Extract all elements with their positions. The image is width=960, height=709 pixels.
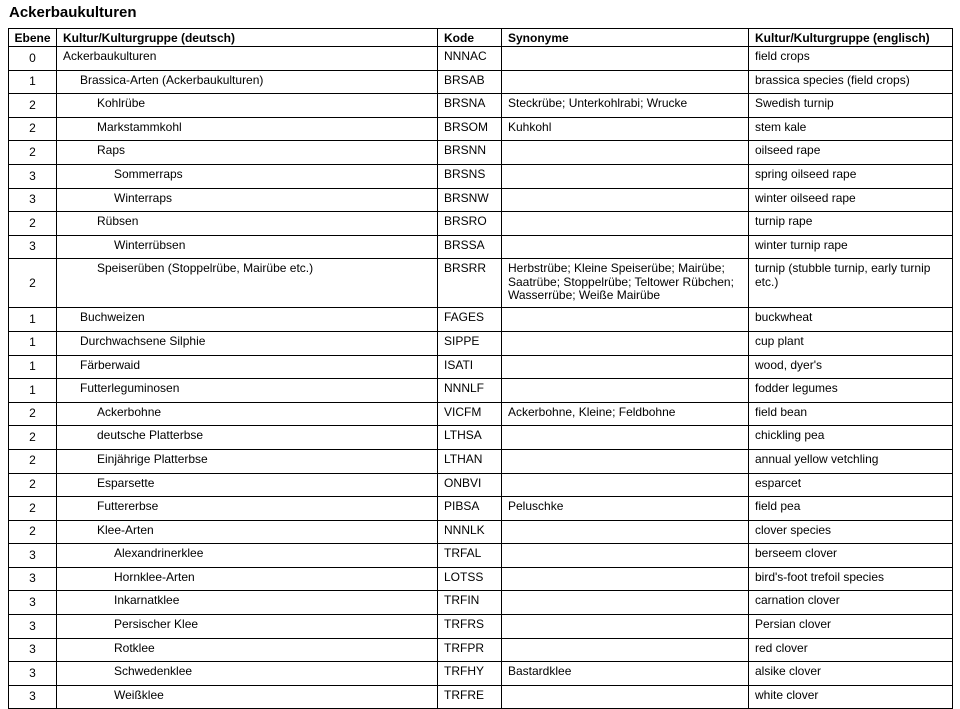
cell-code: TRFPR [438, 638, 502, 662]
cell-name-en: spring oilseed rape [749, 164, 953, 188]
table-row [9, 402, 953, 426]
cell-level: 2 [9, 212, 57, 236]
cell-level: 3 [9, 235, 57, 259]
cell-name-de: Inkarnatklee [57, 591, 438, 615]
cell-synonyms [502, 426, 749, 450]
cell-code: BRSRO [438, 212, 502, 236]
table-row [9, 520, 953, 544]
cell-name-de: Futtererbse [57, 497, 438, 521]
cell-code: BRSNS [438, 164, 502, 188]
cell-code: BRSRR [438, 259, 502, 308]
cell-name-de: Rübsen [57, 212, 438, 236]
cell-name-de: Winterraps [57, 188, 438, 212]
table-row [9, 212, 953, 236]
cell-level: 3 [9, 544, 57, 568]
cell-name-en: field bean [749, 402, 953, 426]
cell-level: 3 [9, 615, 57, 639]
cell-code: VICFM [438, 402, 502, 426]
cell-code: BRSNA [438, 94, 502, 118]
cell-name-en: stem kale [749, 117, 953, 141]
cell-name-en: oilseed rape [749, 141, 953, 165]
cell-level: 2 [9, 259, 57, 308]
cell-level: 2 [9, 141, 57, 165]
cell-code: LTHAN [438, 449, 502, 473]
cell-synonyms: Bastardklee [502, 662, 749, 686]
cell-code: ISATI [438, 355, 502, 379]
table-row [9, 141, 953, 165]
cell-name-de: Ackerbaukulturen [57, 47, 438, 71]
cell-level: 2 [9, 520, 57, 544]
cell-level: 1 [9, 355, 57, 379]
cell-level: 3 [9, 164, 57, 188]
cell-synonyms: Steckrübe; Unterkohlrabi; Wrucke [502, 94, 749, 118]
cell-code: TRFHY [438, 662, 502, 686]
cell-synonyms [502, 567, 749, 591]
cell-synonyms [502, 164, 749, 188]
cell-synonyms [502, 685, 749, 709]
cell-name-de: Weißklee [57, 685, 438, 709]
cell-name-en: chickling pea [749, 426, 953, 450]
cell-name-de: Färberwaid [57, 355, 438, 379]
table-row [9, 94, 953, 118]
cell-name-en: esparcet [749, 473, 953, 497]
cell-code: TRFRE [438, 685, 502, 709]
header-synonyms: Synonyme [502, 29, 749, 47]
table-row [9, 355, 953, 379]
cell-synonyms [502, 212, 749, 236]
cell-name-en: winter turnip rape [749, 235, 953, 259]
cell-name-en: fodder legumes [749, 379, 953, 403]
cell-name-en: field crops [749, 47, 953, 71]
cell-name-de: Sommerraps [57, 164, 438, 188]
cell-code: NNNLF [438, 379, 502, 403]
cell-code: LOTSS [438, 567, 502, 591]
table-row [9, 567, 953, 591]
header-name-de: Kultur/Kulturgruppe (deutsch) [57, 29, 438, 47]
cell-synonyms [502, 449, 749, 473]
cell-name-en: wood, dyer's [749, 355, 953, 379]
table-row [9, 591, 953, 615]
cell-synonyms [502, 520, 749, 544]
cell-synonyms [502, 188, 749, 212]
cell-level: 3 [9, 685, 57, 709]
cell-name-de: Alexandrinerklee [57, 544, 438, 568]
cell-name-en: field pea [749, 497, 953, 521]
table-row [9, 259, 953, 308]
cell-name-de: Einjährige Platterbse [57, 449, 438, 473]
cell-level: 1 [9, 70, 57, 94]
cell-name-en: red clover [749, 638, 953, 662]
cell-code: SIPPE [438, 331, 502, 355]
table-row [9, 449, 953, 473]
cell-code: NNNLK [438, 520, 502, 544]
table-body [9, 47, 953, 709]
table-row [9, 331, 953, 355]
cell-name-en: brassica species (field crops) [749, 70, 953, 94]
cell-code: BRSNN [438, 141, 502, 165]
cell-name-de: Kohlrübe [57, 94, 438, 118]
table-row [9, 662, 953, 686]
cell-name-de: Klee-Arten [57, 520, 438, 544]
cell-synonyms [502, 379, 749, 403]
cell-name-de: Schwedenklee [57, 662, 438, 686]
cell-level: 1 [9, 379, 57, 403]
table-row [9, 473, 953, 497]
cell-code: LTHSA [438, 426, 502, 450]
header-level: Ebene [9, 29, 57, 47]
cell-name-en: Persian clover [749, 615, 953, 639]
header-name-en: Kultur/Kulturgruppe (englisch) [749, 29, 953, 47]
cell-synonyms [502, 308, 749, 332]
table-row [9, 638, 953, 662]
cell-synonyms [502, 591, 749, 615]
cell-name-de: Raps [57, 141, 438, 165]
cell-name-en: cup plant [749, 331, 953, 355]
table-row [9, 308, 953, 332]
cell-level: 3 [9, 567, 57, 591]
cell-name-de: Durchwachsene Silphie [57, 331, 438, 355]
cell-name-en: annual yellow vetchling [749, 449, 953, 473]
cell-name-en: turnip rape [749, 212, 953, 236]
cell-level: 2 [9, 473, 57, 497]
table-header-row [9, 29, 953, 47]
cell-synonyms [502, 141, 749, 165]
cell-name-en: clover species [749, 520, 953, 544]
cell-name-de: Hornklee-Arten [57, 567, 438, 591]
cell-name-en: winter oilseed rape [749, 188, 953, 212]
cell-name-de: Futterleguminosen [57, 379, 438, 403]
table-row [9, 497, 953, 521]
cell-level: 3 [9, 638, 57, 662]
cell-name-de: Ackerbohne [57, 402, 438, 426]
cell-name-de: Rotklee [57, 638, 438, 662]
page-title: Ackerbaukulturen [9, 4, 137, 21]
cell-synonyms: Herbstrübe; Kleine Speiserübe; Mairübe; Saatrübe; Stoppelrübe; Teltower Rübchen; Wasserrübe; Weiße Mairübe [502, 259, 749, 308]
cell-level: 2 [9, 426, 57, 450]
cell-name-en: bird's-foot trefoil species [749, 567, 953, 591]
cell-name-de: Markstammkohl [57, 117, 438, 141]
cell-name-en: turnip (stubble turnip, early turnip etc.) [749, 259, 953, 308]
cell-synonyms [502, 544, 749, 568]
cell-name-de: deutsche Platterbse [57, 426, 438, 450]
cell-name-de: Speiserüben (Stoppelrübe, Mairübe etc.) [57, 259, 438, 308]
cell-synonyms: Kuhkohl [502, 117, 749, 141]
table-row [9, 379, 953, 403]
crop-table [8, 28, 953, 709]
table-row [9, 188, 953, 212]
cell-level: 2 [9, 497, 57, 521]
cell-name-en: white clover [749, 685, 953, 709]
table-row [9, 117, 953, 141]
cell-code: ONBVI [438, 473, 502, 497]
table-row [9, 70, 953, 94]
cell-synonyms [502, 473, 749, 497]
cell-level: 2 [9, 94, 57, 118]
table-row [9, 235, 953, 259]
cell-synonyms [502, 70, 749, 94]
table-row [9, 47, 953, 71]
cell-code: TRFAL [438, 544, 502, 568]
cell-code: BRSSA [438, 235, 502, 259]
cell-level: 2 [9, 402, 57, 426]
cell-name-en: Swedish turnip [749, 94, 953, 118]
cell-name-de: Winterrübsen [57, 235, 438, 259]
cell-synonyms [502, 615, 749, 639]
cell-level: 2 [9, 117, 57, 141]
header-code: Kode [438, 29, 502, 47]
cell-name-de: Persischer Klee [57, 615, 438, 639]
cell-level: 1 [9, 308, 57, 332]
cell-synonyms [502, 235, 749, 259]
cell-code: NNNAC [438, 47, 502, 71]
cell-name-en: alsike clover [749, 662, 953, 686]
cell-name-de: Brassica-Arten (Ackerbaukulturen) [57, 70, 438, 94]
cell-name-de: Buchweizen [57, 308, 438, 332]
cell-name-en: carnation clover [749, 591, 953, 615]
cell-level: 2 [9, 449, 57, 473]
cell-synonyms [502, 638, 749, 662]
cell-code: BRSOM [438, 117, 502, 141]
cell-code: TRFRS [438, 615, 502, 639]
cell-synonyms [502, 355, 749, 379]
cell-level: 3 [9, 188, 57, 212]
cell-synonyms: Ackerbohne, Kleine; Feldbohne [502, 402, 749, 426]
cell-synonyms: Peluschke [502, 497, 749, 521]
cell-code: TRFIN [438, 591, 502, 615]
cell-level: 3 [9, 662, 57, 686]
table-row [9, 544, 953, 568]
table-row [9, 615, 953, 639]
table-row [9, 685, 953, 709]
table-row [9, 426, 953, 450]
cell-code: BRSNW [438, 188, 502, 212]
cell-name-en: buckwheat [749, 308, 953, 332]
cell-code: BRSAB [438, 70, 502, 94]
cell-level: 1 [9, 331, 57, 355]
cell-code: FAGES [438, 308, 502, 332]
cell-synonyms [502, 47, 749, 71]
table-row [9, 164, 953, 188]
cell-name-de: Esparsette [57, 473, 438, 497]
cell-synonyms [502, 331, 749, 355]
cell-level: 3 [9, 591, 57, 615]
cell-level: 0 [9, 47, 57, 71]
cell-code: PIBSA [438, 497, 502, 521]
cell-name-en: berseem clover [749, 544, 953, 568]
